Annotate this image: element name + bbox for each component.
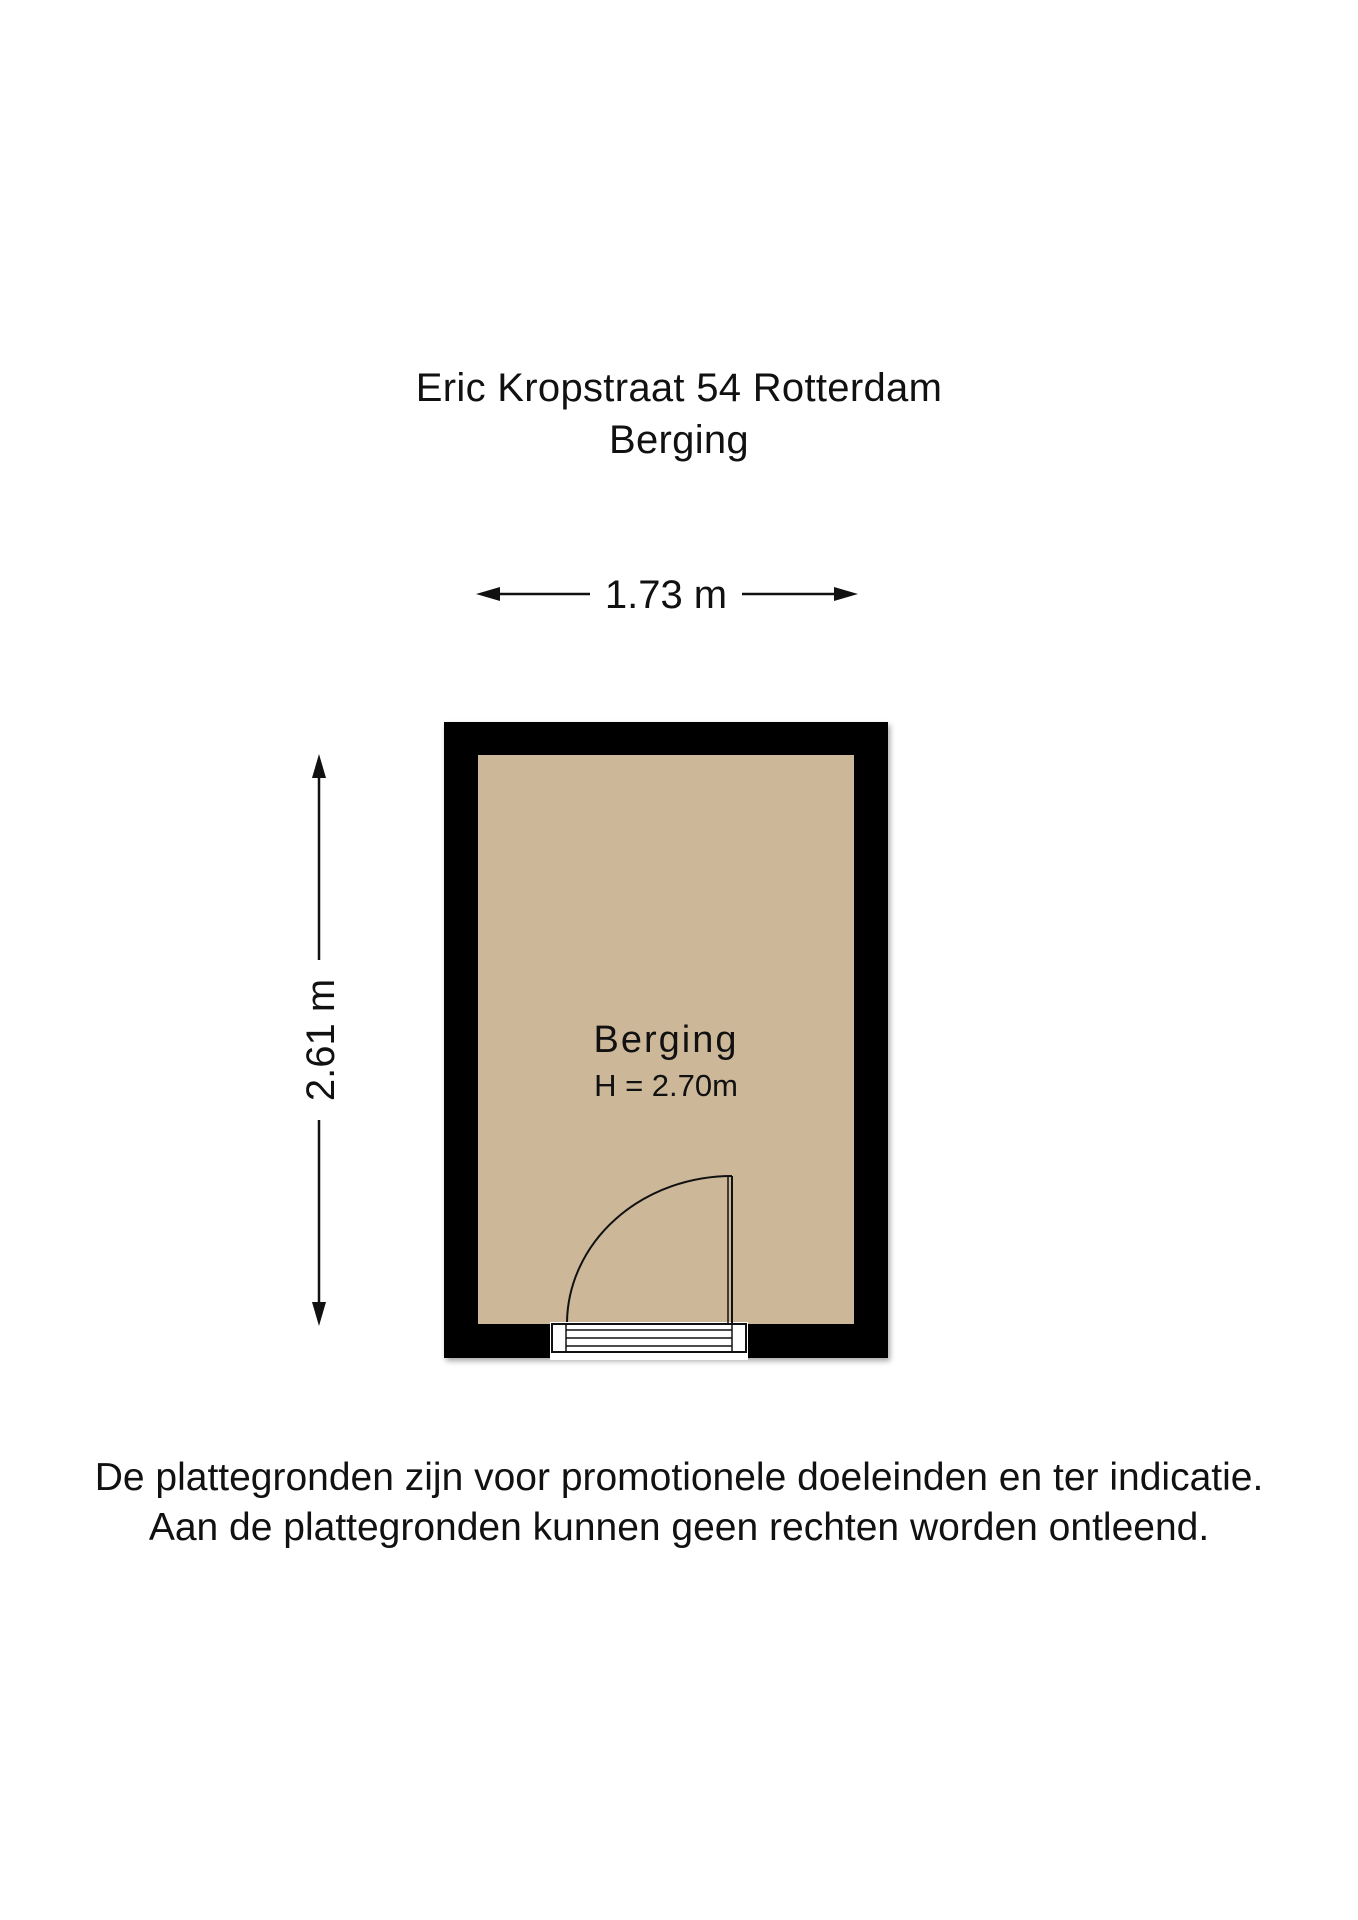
door-threshold — [552, 1324, 746, 1352]
disclaimer-line-1: De plattegronden zijn voor promotionele doeleinden en ter indicatie. — [94, 1456, 1264, 1499]
width-label: 1.73 m — [604, 573, 728, 617]
disclaimer — [0, 1453, 1358, 1553]
width-arrow-left — [476, 587, 500, 601]
address-title: Eric Kropstraat 54 Rotterdam — [415, 366, 943, 410]
width-dimension — [476, 573, 858, 617]
width-arrow-right — [834, 587, 858, 601]
disclaimer-line-2: Aan de plattegronden kunnen geen rechten worden ontleend. — [148, 1506, 1210, 1549]
depth-arrow-bottom — [312, 1302, 326, 1326]
depth-dimension — [299, 754, 343, 1326]
depth-label: 2.61 m — [299, 978, 343, 1102]
depth-arrow-top — [312, 754, 326, 778]
room-name-label: Berging — [593, 1019, 739, 1061]
floor-title: Berging — [609, 418, 749, 462]
room-height-label: H = 2.70m — [594, 1068, 738, 1103]
